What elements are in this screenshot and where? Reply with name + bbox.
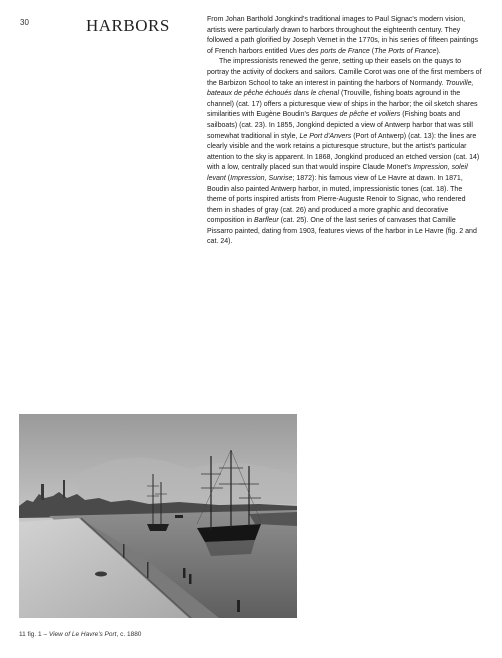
harbor-photograph: [19, 414, 297, 618]
caption-suffix: , c. 1880: [116, 631, 142, 638]
paragraph-2: The impressionists renewed the genre, setting up their easels on the quays to portray the activity of dockers and sailors. Camille Corot was one of the first members of the Barbizon School to take an interest in painting the harbors of Normandy. Trouville, bateaux de pêche échoués dans le chenal (Trouville, fishing boats aground in the channel) (cat. 17) offers a picturesque view of ships in the harbor; the oil sketch shares similarities with Eugène Boudin's Barques de pêche et voiliers (Fishing boats and sailboats) (cat. 23). In 1855, Jongkind depicted a view of Antwerp harbor that was still somewhat traditional in style, Le Port d'Anvers (Port of Antwerp) (cat. 13): the lines are clearly visible and the work retains a picturesque structure, but the artist's particular attention to the sky is apparent. In 1868, Jongkind produced an etched version (cat. 14) with a low, centrally placed sun that would inspire Claude Monet's Impression, soleil levant (Impression, Sunrise; 1872): his famous view of Le Havre at dawn. In 1871, Boudin also painted Antwerp harbor, in muted, impressionistic tones (cat. 18). The theme of ports inspired artists from Pierre-Auguste Renoir to Signac, who rendered them in shades of gray (cat. 26) and produced a more graphic and decorative composition in Barfleur (cat. 25). One of the last series of canvases that Camille Pissarro painted, dating from 1903, features views of the harbor in Le Havre (fig. 2 and cat. 24).: [207, 58, 482, 246]
body-text-column: [207, 15, 482, 248]
caption-title: View of Le Havre's Port: [48, 631, 117, 638]
figure-caption: [19, 631, 141, 638]
paragraph-1: From Johan Barthold Jongkind's traditional images to Paul Signac's modern vision, artists were particularly drawn to harbors throughout the eighteenth century. They followed a path glorified by Joseph Vernet in the 1770s, in his series of fifteen paintings of French harbors entitled Vues des ports de France (The Ports of France).: [207, 16, 479, 55]
caption-prefix: 11 fig. 1 –: [19, 631, 49, 638]
section-title: HARBORS: [86, 16, 170, 35]
page-number: 30: [20, 18, 29, 27]
